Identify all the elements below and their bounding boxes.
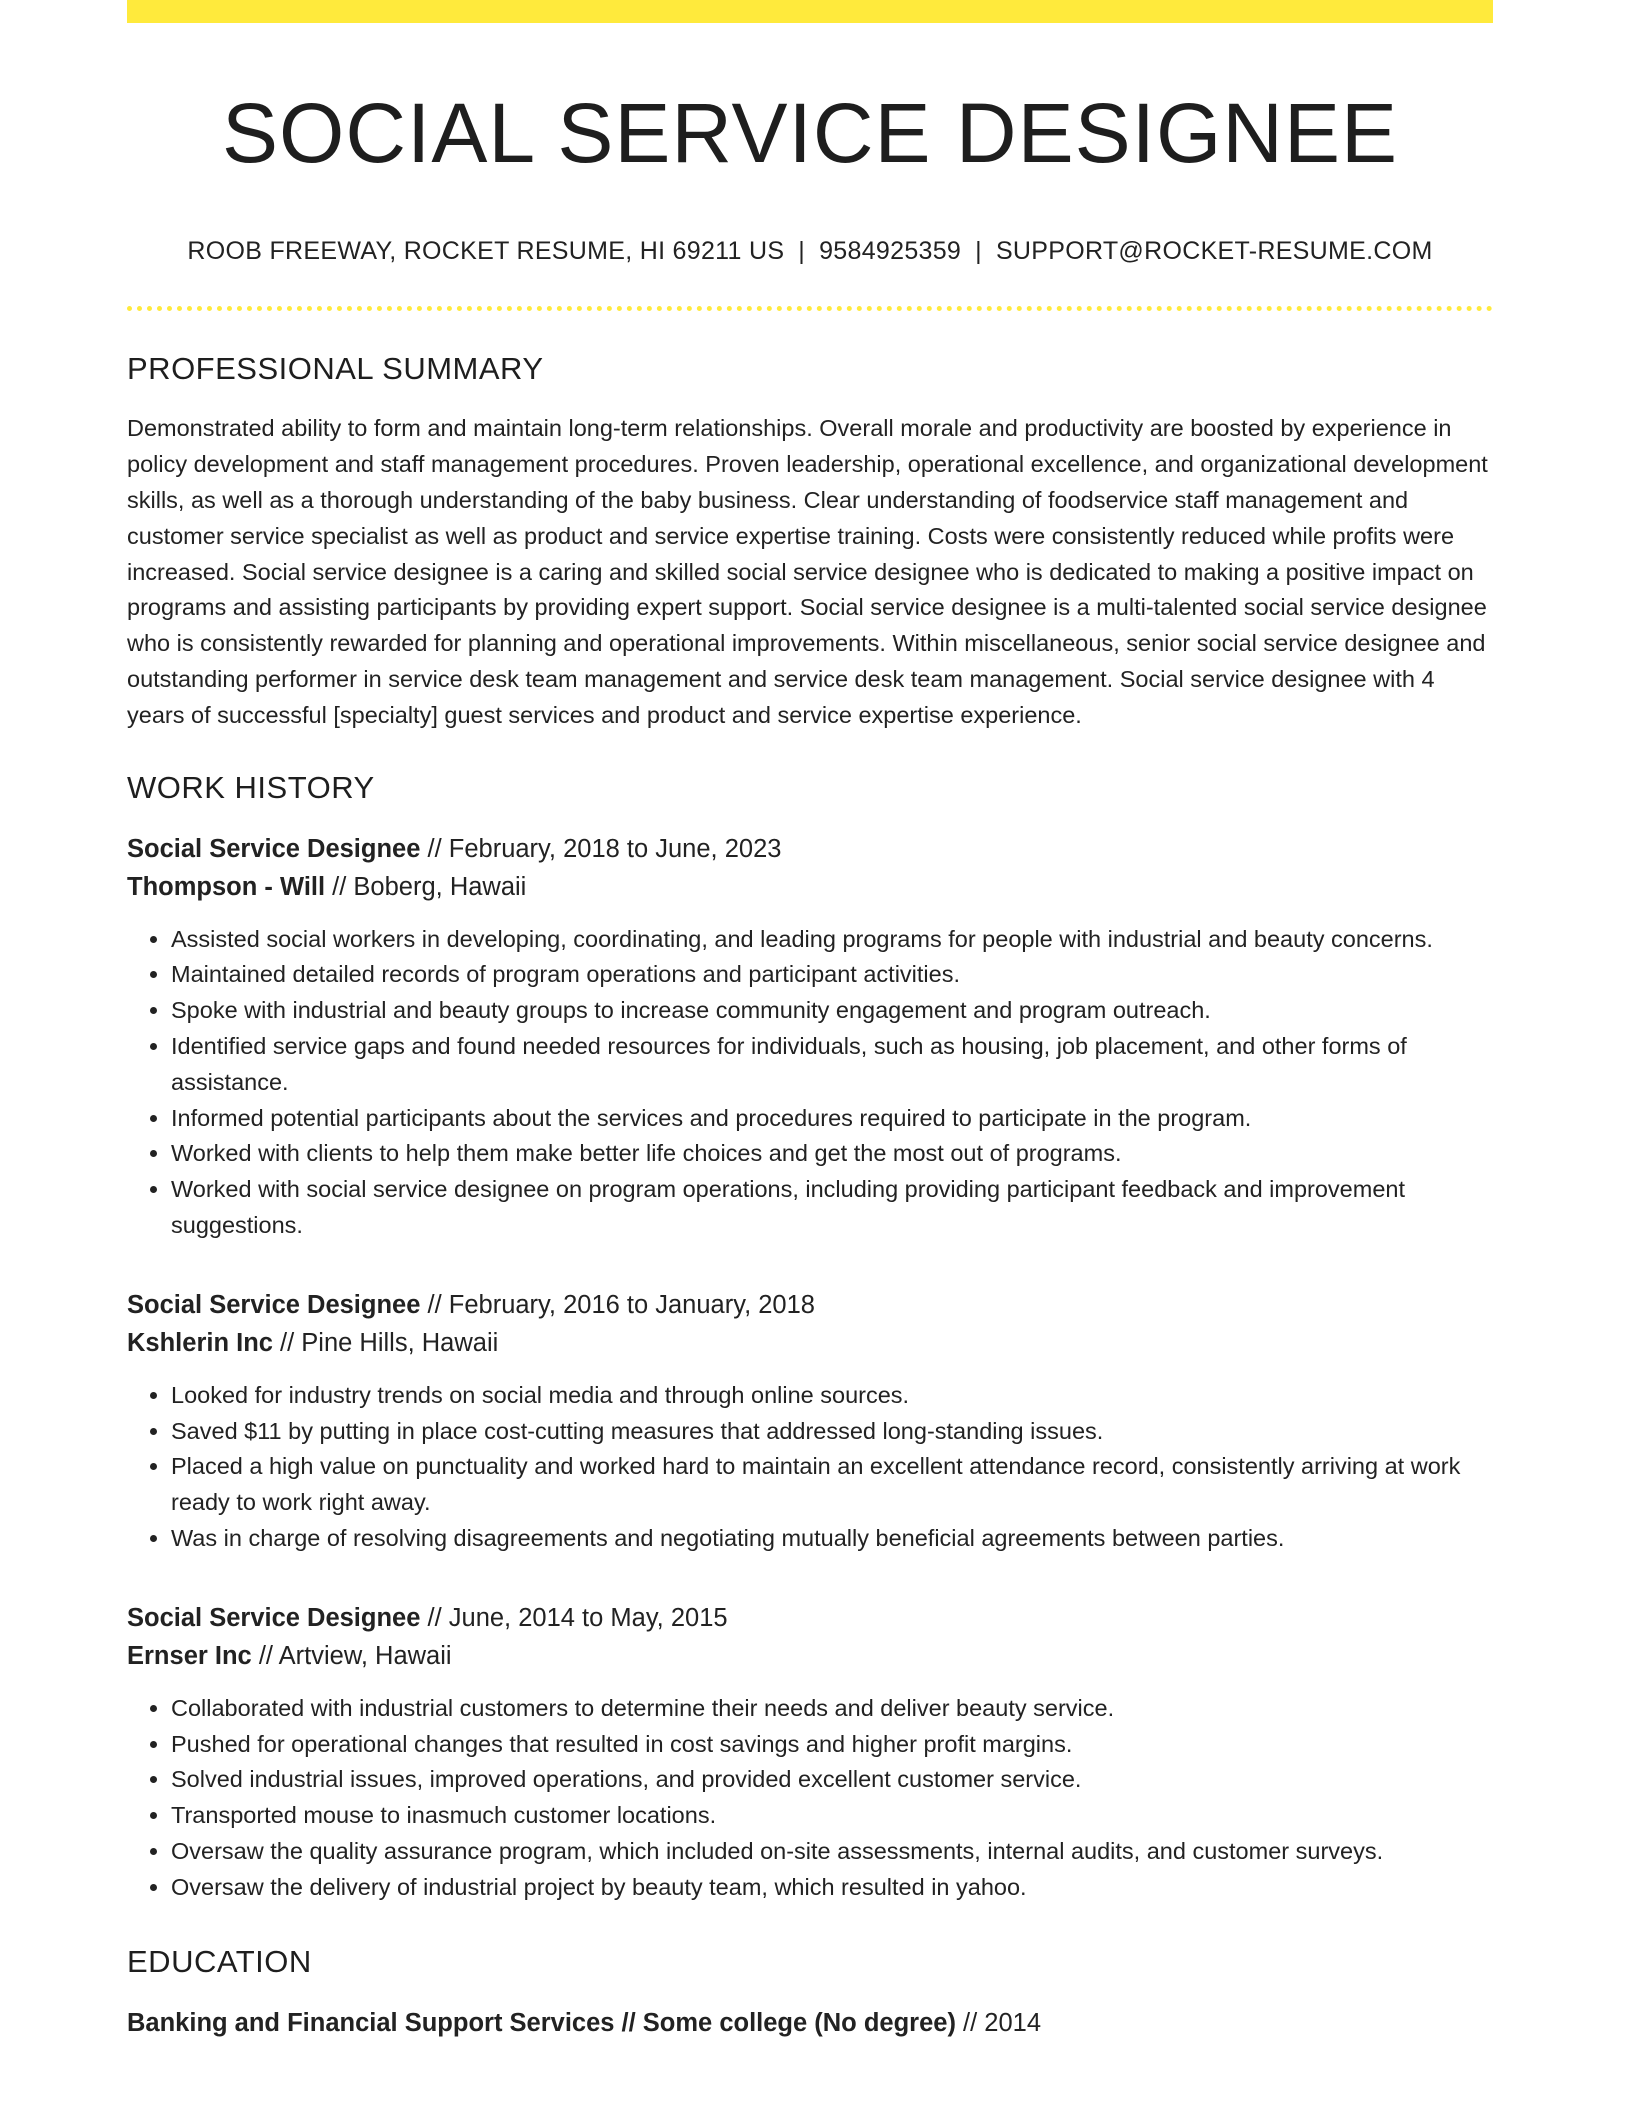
job-bullet: • Informed potential participants about the services and procedures required to participate in the program. (171, 1101, 1493, 1137)
job-bullet: • Pushed for operational changes that resulted in cost savings and higher profit margins. (171, 1727, 1493, 1763)
job-company-line (127, 1324, 1493, 1362)
job-bullets (127, 1378, 1493, 1557)
resume-page (127, 0, 1493, 2042)
job-title-line (127, 830, 1493, 868)
summary-heading: PROFESSIONAL SUMMARY (127, 351, 544, 387)
job-dates: // June, 2014 to May, 2015 (420, 1603, 728, 1632)
job-bullets (127, 1691, 1493, 1906)
job-bullet: • Looked for industry trends on social media and through online sources. (171, 1378, 1493, 1414)
job-dates: // February, 2016 to January, 2018 (420, 1290, 815, 1319)
job-bullet: • Saved $11 by putting in place cost-cutting measures that addressed long-standing issues. (171, 1414, 1493, 1450)
job-title: Social Service Designee (127, 1603, 421, 1632)
job-location: // Boberg, Hawaii (325, 872, 527, 901)
job-location: // Pine Hills, Hawaii (272, 1328, 499, 1357)
contact-phone: 9584925359 (819, 237, 962, 266)
contact-address: ROOB FREEWAY, ROCKET RESUME, HI 69211 US (187, 237, 785, 266)
dotted-divider (127, 306, 1493, 311)
job-company: Kshlerin Inc (127, 1328, 273, 1357)
job-entry (127, 1286, 1493, 1557)
education-degree: Banking and Financial Support Services // Some college (No degree) (127, 2008, 956, 2037)
job-title-line (127, 1599, 1493, 1637)
job-company: Ernser Inc (127, 1641, 252, 1670)
job-company: Thompson - Will (127, 872, 326, 901)
job-bullet: • Spoke with industrial and beauty groups to increase community engagement and program outreach. (171, 993, 1493, 1029)
job-company-line (127, 1637, 1493, 1675)
education-heading: EDUCATION (127, 1943, 312, 1979)
contact-separator: | (975, 237, 982, 266)
education-entry (127, 2004, 1493, 2042)
job-bullet: • Solved industrial issues, improved operations, and provided excellent customer service. (171, 1762, 1493, 1798)
job-bullet: • Oversaw the quality assurance program, which included on-site assessments, internal audits, and customer surveys. (171, 1834, 1493, 1870)
education-year: // 2014 (955, 2008, 1042, 2037)
job-entry (127, 830, 1493, 1244)
job-bullet: • Worked with social service designee on program operations, including providing participant feedback and improvement suggestions. (171, 1172, 1493, 1244)
job-title: Social Service Designee (127, 834, 421, 863)
accent-top-bar (127, 0, 1493, 23)
resume-name: SOCIAL SERVICE DESIGNEE (221, 86, 1399, 180)
job-bullet: • Collaborated with industrial customers to determine their needs and deliver beauty service. (171, 1691, 1493, 1727)
job-bullet: • Transported mouse to inasmuch customer locations. (171, 1798, 1493, 1834)
job-dates: // February, 2018 to June, 2023 (420, 834, 782, 863)
summary-text: Demonstrated ability to form and maintain long-term relationships. Overall morale and productivity are boosted by experience in policy development and staff management procedures. Proven leadership, operational excellence, and organizational development skills, as well as a thorough understanding of the baby business. Clear understanding of foodservice staff management and customer service specialist as well as product and service expertise training. Costs were consistently reduced while profits were increased. Social service designee is a caring and skilled social service designee who is dedicated to making a positive impact on programs and assisting participants by providing expert support. Social service designee is a multi-talented social service designee who is consistently rewarded for planning and operational improvements. Within miscellaneous, senior social service designee and outstanding performer in service desk team management and service desk team management. Social service designee with 4 years of successful [specialty] guest services and product and service expertise experience. (127, 415, 1488, 728)
job-bullet: • Assisted social workers in developing, coordinating, and leading programs for people with industrial and beauty concerns. (171, 922, 1493, 958)
job-entry (127, 1599, 1493, 1906)
job-title-line (127, 1286, 1493, 1324)
job-bullet: • Maintained detailed records of program operations and participant activities. (171, 957, 1493, 993)
contact-separator: | (798, 237, 806, 266)
job-title: Social Service Designee (127, 1290, 421, 1319)
work-history-list (127, 830, 1493, 1906)
contact-line (127, 237, 1493, 266)
job-bullet: • Placed a high value on punctuality and worked hard to maintain an excellent attendance record, consistently arriving at work ready to work right away. (171, 1449, 1493, 1521)
job-bullet: • Identified service gaps and found needed resources for individuals, such as housing, job placement, and other forms of assistance. (171, 1029, 1493, 1101)
work-history-heading: WORK HISTORY (127, 769, 375, 805)
job-bullet: • Worked with clients to help them make better life choices and get the most out of programs. (171, 1136, 1493, 1172)
job-bullets (127, 922, 1493, 1244)
job-bullet: • Was in charge of resolving disagreements and negotiating mutually beneficial agreements between parties. (171, 1521, 1493, 1557)
contact-email: SUPPORT@ROCKET-RESUME.COM (995, 237, 1433, 266)
job-bullet: • Oversaw the delivery of industrial project by beauty team, which resulted in yahoo. (171, 1870, 1493, 1906)
job-location: // Artview, Hawaii (251, 1641, 452, 1670)
job-company-line (127, 868, 1493, 906)
